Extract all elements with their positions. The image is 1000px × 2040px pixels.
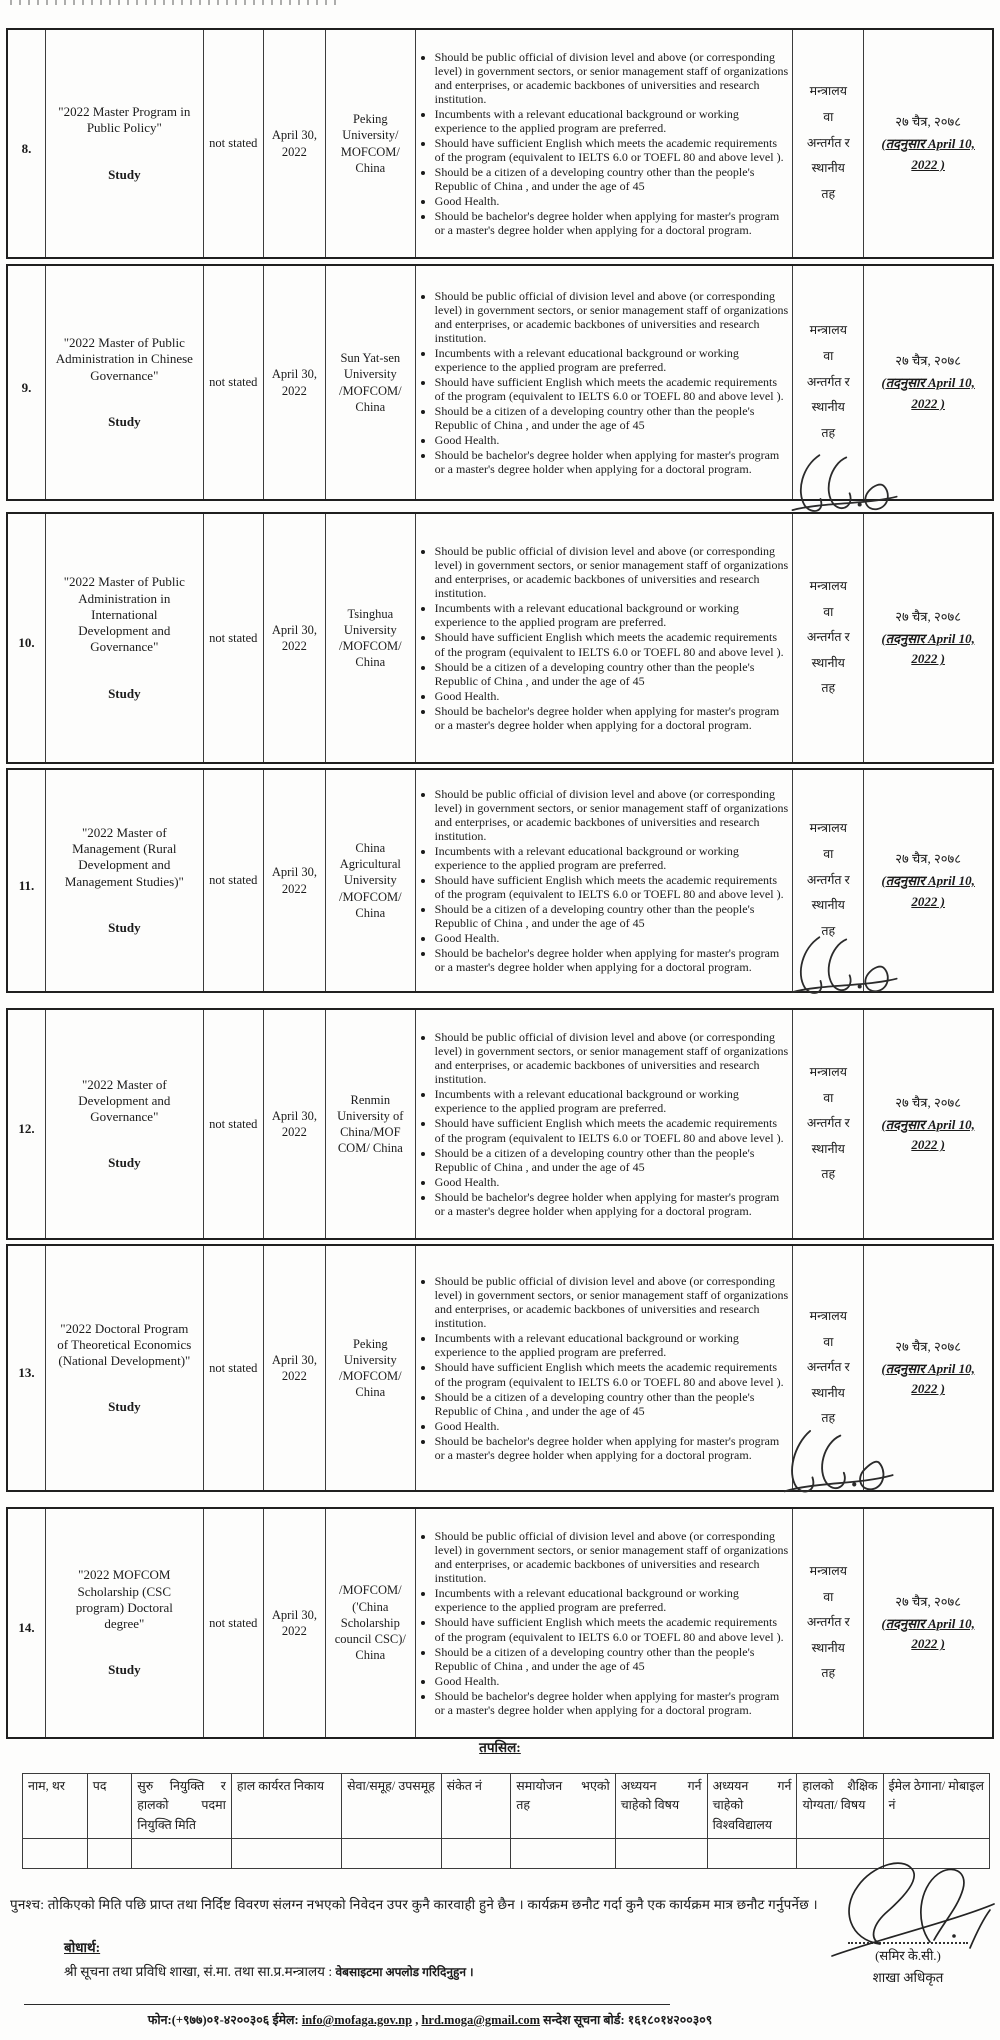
eligibility-item: • Should be public official of division level and above (or corresponding level) in government sectors, or senior management staff of organizations and enterprises, or academic backbones of universities and research institution.	[435, 544, 790, 600]
apply-date-ad: (तदनुसार April 10, 2022 )	[881, 1615, 975, 1652]
eligibility-item: • Good Health.	[435, 1419, 790, 1433]
nomination-line: मन्त्रालय	[809, 84, 847, 99]
cc-block	[64, 1938, 844, 1980]
nomination-cell	[793, 265, 864, 500]
eligibility-cell	[415, 265, 793, 500]
footer-email-link-2[interactable]: hrd.moga@gmail.com	[421, 2013, 541, 2027]
quota-cell: not stated	[203, 513, 263, 763]
eligibility-item: • Good Health.	[435, 194, 790, 208]
cc-line	[64, 1962, 844, 1980]
program-study-label: Study	[108, 685, 141, 701]
nomination-line: मन्त्रालय	[809, 1064, 847, 1079]
eligibility-list	[421, 1274, 790, 1461]
programs-table	[6, 8, 994, 1739]
signatory-title: शाखा अधिकृत	[872, 1970, 944, 1985]
eligibility-item: • Should be a citizen of a developing country other than the people's Republic of China , and under the age of 45	[435, 902, 790, 930]
details-empty-cell	[615, 1839, 707, 1869]
details-empty-cell	[883, 1839, 989, 1869]
eligibility-item: • Should be public official of division level and above (or corresponding level) in government sectors, or senior management staff of organizations and enterprises, or academic backbones of universities and research institution.	[435, 787, 790, 843]
serial-number: 14.	[18, 1620, 35, 1636]
program-title: "2022 Master of Development and Governance"	[78, 1076, 171, 1124]
footer-contact-line	[0, 2011, 860, 2028]
eligibility-item: • Should be public official of division level and above (or corresponding level) in government sectors, or senior management staff of organizations and enterprises, or academic backbones of universities and research institution.	[435, 50, 790, 106]
nomination-line: मन्त्रालय	[809, 1563, 847, 1578]
serial-number: 13.	[18, 1365, 35, 1381]
details-header-cell: अध्ययन गर्न चाहेको विषय	[615, 1774, 707, 1839]
deadline-cell: April 30, 2022	[263, 769, 325, 992]
eligibility-item: • Should have sufficient English which meets the academic requirements of the program (equivalent to IELTS 6.0 or TOEFL 80 and above level ).	[435, 1360, 790, 1388]
eligibility-item: • Should have sufficient English which meets the academic requirements of the program (equivalent to IELTS 6.0 or TOEFL 80 and above level ).	[435, 136, 790, 164]
apply-date-ad: (तदनुसार April 10, 2022 )	[881, 375, 975, 411]
nomination-line: तह	[821, 1411, 836, 1426]
eligibility-item: • Should be bachelor's degree holder when applying for master's program or a master's degree holder when applying for a doctoral program.	[435, 209, 790, 237]
nomination-cell	[793, 29, 864, 258]
eligibility-item: • Should be bachelor's degree holder when applying for master's program or a master's degree holder when applying for a doctoral program.	[435, 1689, 790, 1717]
footer-divider	[24, 2004, 670, 2005]
serial-number: 11.	[18, 877, 35, 893]
serial-number-cell	[7, 1508, 45, 1738]
nomination-line: स्थानीय	[811, 655, 845, 670]
deadline-cell: April 30, 2022	[263, 1508, 325, 1738]
serial-number-cell	[7, 1009, 45, 1239]
eligibility-item: • Should be a citizen of a developing country other than the people's Republic of China , and under the age of 45	[435, 404, 790, 432]
program-row	[6, 512, 994, 764]
nomination-line: वा	[823, 1589, 834, 1604]
nomination-cell	[793, 1009, 864, 1239]
eligibility-item: • Should be bachelor's degree holder when applying for master's program or a master's degree holder when applying for a doctoral program.	[435, 448, 790, 476]
eligibility-item: • Should be public official of division level and above (or corresponding level) in government sectors, or senior management staff of organizations and enterprises, or academic backbones of universities and research institution.	[435, 1529, 790, 1585]
nomination-line: अन्तर्गत र	[806, 872, 850, 887]
nomination-line: वा	[823, 1334, 834, 1349]
cc-line-main: श्री सूचना तथा प्रविधि शाखा, सं.मा. तथा सा.प्र.मन्त्रालय :	[64, 1964, 333, 1979]
program-study-label: Study	[108, 1662, 141, 1678]
details-header-cell: सुरु नियुक्ति र हालको पदमा नियुक्ति मिति	[132, 1774, 232, 1839]
program-row	[6, 768, 994, 993]
organizer-cell: /MOFCOM/ ('China Scholarship council CSC)/ China	[325, 1508, 415, 1738]
eligibility-cell	[415, 1245, 793, 1491]
organizer-cell: Sun Yat-sen University /MOFCOM/ China	[325, 265, 415, 500]
program-title: "2022 Master Program in Public Policy"	[58, 104, 191, 136]
program-cell	[45, 769, 203, 992]
details-empty-cell	[441, 1839, 511, 1869]
eligibility-item: • Should be a citizen of a developing country other than the people's Republic of China , and under the age of 45	[435, 1146, 790, 1174]
nomination-line: अन्तर्गत र	[806, 374, 850, 389]
nomination-line: मन्त्रालय	[809, 323, 847, 338]
eligibility-item: • Good Health.	[435, 1175, 790, 1189]
nomination-line: वा	[823, 847, 834, 862]
eligibility-item: • Should be public official of division level and above (or corresponding level) in government sectors, or senior management staff of organizations and enterprises, or academic backbones of universities and research institution.	[435, 1030, 790, 1086]
details-empty-cell	[23, 1839, 88, 1869]
program-study-label: Study	[108, 1399, 141, 1415]
apply-date-cell	[864, 769, 993, 992]
eligibility-item: • Should be a citizen of a developing country other than the people's Republic of China , and under the age of 45	[435, 1390, 790, 1418]
eligibility-cell	[415, 513, 793, 763]
nomination-line: मन्त्रालय	[809, 821, 847, 836]
apply-date-cell	[864, 1245, 993, 1491]
program-row	[6, 1244, 994, 1492]
eligibility-list	[421, 50, 790, 237]
eligibility-cell	[415, 769, 793, 992]
apply-date-ad: (तदनुसार April 10, 2022 )	[881, 136, 975, 172]
officer-signature-block	[818, 1852, 998, 1986]
clipped-text-remnant	[10, 0, 340, 5]
program-row	[6, 1507, 994, 1739]
eligibility-item: • Should have sufficient English which meets the academic requirements of the program (equivalent to IELTS 6.0 or TOEFL 80 and above level ).	[435, 1116, 790, 1144]
nomination-line: वा	[823, 604, 834, 619]
footer-email-separator: ,	[412, 2013, 422, 2027]
eligibility-cell	[415, 29, 793, 258]
program-cell	[45, 29, 203, 258]
eligibility-item: • Good Health.	[435, 1674, 790, 1688]
nomination-line: अन्तर्गत र	[806, 135, 850, 150]
nomination-line: वा	[823, 110, 834, 125]
details-header-cell: समायोजन भएको तह	[511, 1774, 615, 1839]
details-empty-cell	[231, 1839, 341, 1869]
eligibility-item: • Should be a citizen of a developing country other than the people's Republic of China , and under the age of 45	[435, 165, 790, 193]
eligibility-item: • Good Health.	[435, 433, 790, 447]
program-cell	[45, 1009, 203, 1239]
nomination-cell	[793, 769, 864, 992]
apply-date-ad: (तदनुसार April 10, 2022 )	[881, 1116, 975, 1153]
program-cell	[45, 513, 203, 763]
eligibility-item: • Incumbents with a relevant educational background or working experience to the applied program are preferred.	[435, 1087, 790, 1115]
program-cell	[45, 265, 203, 500]
details-header-cell: संकेत नं	[441, 1774, 511, 1839]
nomination-line: मन्त्रालय	[809, 578, 847, 593]
apply-date-ad: (तदनुसार April 10, 2022 )	[881, 1360, 975, 1397]
eligibility-list	[421, 787, 790, 974]
eligibility-list	[421, 1030, 790, 1217]
quota-cell: not stated	[203, 1245, 263, 1491]
eligibility-item: • Should have sufficient English which meets the academic requirements of the program (equivalent to IELTS 6.0 or TOEFL 80 and above level ).	[435, 1615, 790, 1643]
deadline-cell: April 30, 2022	[263, 1009, 325, 1239]
nomination-line: तह	[821, 681, 836, 696]
apply-date-cell	[864, 513, 993, 763]
nomination-line: तह	[821, 186, 836, 201]
deadline-cell: April 30, 2022	[263, 513, 325, 763]
program-study-label: Study	[108, 1155, 141, 1171]
quota-cell: not stated	[203, 29, 263, 258]
details-empty-cell	[511, 1839, 615, 1869]
serial-number-cell	[7, 769, 45, 992]
nomination-line: स्थानीय	[811, 1640, 845, 1655]
details-section-heading: तपसिल:	[479, 1740, 521, 1755]
eligibility-item: • Incumbents with a relevant educational background or working experience to the applied program are preferred.	[435, 844, 790, 872]
nomination-line: अन्तर्गत र	[806, 1615, 850, 1630]
eligibility-item: • Incumbents with a relevant educational background or working experience to the applied program are preferred.	[435, 1586, 790, 1614]
details-header-cell: अध्ययन गर्न चाहेको विश्वविद्यालय	[707, 1774, 797, 1839]
details-empty-cell	[707, 1839, 797, 1869]
nomination-cell	[793, 1508, 864, 1738]
eligibility-item: • Should have sufficient English which meets the academic requirements of the program (equivalent to IELTS 6.0 or TOEFL 80 and above level ).	[435, 375, 790, 403]
details-empty-cell	[87, 1839, 131, 1869]
eligibility-item: • Should have sufficient English which meets the academic requirements of the program (equivalent to IELTS 6.0 or TOEFL 80 and above level ).	[435, 873, 790, 901]
nomination-line: मन्त्रालय	[809, 1308, 847, 1323]
nomination-line: तह	[821, 425, 836, 440]
program-title: "2022 Master of Public Administration in International Development and Governance"	[63, 574, 185, 655]
eligibility-item: • Incumbents with a relevant educational background or working experience to the applied program are preferred.	[435, 601, 790, 629]
nomination-line: अन्तर्गत र	[806, 1116, 850, 1131]
details-header-cell: नाम, थर	[23, 1774, 88, 1839]
program-title: "2022 Doctoral Program of Theoretical Economics (National Development)"	[57, 1320, 192, 1368]
organizer-cell: China Agricultural University /MOFCOM/ China	[325, 769, 415, 992]
program-cell	[45, 1245, 203, 1491]
program-row	[6, 264, 994, 501]
program-title: "2022 Master of Public Administration in Chinese Governance"	[55, 335, 193, 383]
serial-number: 10.	[18, 635, 35, 651]
footer-email-link-1[interactable]: info@mofaga.gov.np	[301, 2013, 413, 2027]
apply-date-cell	[864, 1508, 993, 1738]
serial-number: 12.	[18, 1121, 35, 1137]
nomination-line: स्थानीय	[811, 898, 845, 913]
apply-date-ad: (तदनुसार April 10, 2022 )	[881, 630, 975, 667]
deadline-cell: April 30, 2022	[263, 29, 325, 258]
serial-number-cell	[7, 265, 45, 500]
nomination-line: वा	[823, 1090, 834, 1105]
nomination-line: तह	[821, 923, 836, 938]
footer-board-number: सन्देश सूचना बोर्ड: १६१८०१४२००३०९	[543, 2013, 713, 2027]
eligibility-cell	[415, 1009, 793, 1239]
eligibility-item: • Good Health.	[435, 689, 790, 703]
program-row	[6, 1008, 994, 1240]
eligibility-item: • Should have sufficient English which meets the academic requirements of the program (equivalent to IELTS 6.0 or TOEFL 80 and above level ).	[435, 630, 790, 658]
apply-date-bs: २७ चैत्र, २०७८	[895, 1593, 962, 1609]
eligibility-item: • Should be public official of division level and above (or corresponding level) in government sectors, or senior management staff of organizations and enterprises, or academic backbones of universities and research institution.	[435, 289, 790, 345]
details-empty-cell	[342, 1839, 442, 1869]
eligibility-item: • Should be bachelor's degree holder when applying for master's program or a master's degree holder when applying for a doctoral program.	[435, 1434, 790, 1462]
quota-cell: not stated	[203, 1508, 263, 1738]
details-empty-cell	[797, 1839, 883, 1869]
apply-date-bs: २७ चैत्र, २०७८	[895, 1338, 962, 1354]
footer-phone: फोन:(+९७७)०१-४२००३०६	[147, 2013, 270, 2027]
details-header-cell: हालको शैक्षिक योग्यता/ विषय	[797, 1774, 883, 1839]
nomination-line: तह	[821, 1167, 836, 1182]
nomination-line: स्थानीय	[811, 1141, 845, 1156]
nomination-cell	[793, 1245, 864, 1491]
organizer-cell: Peking University /MOFCOM/ China	[325, 1245, 415, 1491]
serial-number-cell	[7, 1245, 45, 1491]
eligibility-cell	[415, 1508, 793, 1738]
nomination-line: स्थानीय	[811, 400, 845, 415]
eligibility-item: • Good Health.	[435, 931, 790, 945]
nomination-line: अन्तर्गत र	[806, 1360, 850, 1375]
eligibility-list	[421, 289, 790, 476]
apply-date-cell	[864, 265, 993, 500]
apply-date-bs: २७ चैत्र, २०७८	[895, 353, 962, 369]
eligibility-item: • Should be a citizen of a developing country other than the people's Republic of China , and under the age of 45	[435, 1645, 790, 1673]
program-study-label: Study	[108, 413, 141, 429]
organizer-cell: Renmin University of China/MOF COM/ China	[325, 1009, 415, 1239]
nomination-line: स्थानीय	[811, 161, 845, 176]
eligibility-item: • Should be public official of division level and above (or corresponding level) in government sectors, or senior management staff of organizations and enterprises, or academic backbones of universities and research institution.	[435, 1274, 790, 1330]
serial-number-cell	[7, 513, 45, 763]
eligibility-item: • Should be bachelor's degree holder when applying for master's program or a master's degree holder when applying for a doctoral program.	[435, 704, 790, 732]
details-header-cell: ईमेल ठेगाना/ मोबाइल नं	[883, 1774, 989, 1839]
apply-date-cell	[864, 29, 993, 258]
deadline-cell: April 30, 2022	[263, 1245, 325, 1491]
signature-dotted-line	[848, 1942, 968, 1944]
apply-date-bs: २७ चैत्र, २०७८	[895, 851, 962, 867]
eligibility-item: • Incumbents with a relevant educational background or working experience to the applied program are preferred.	[435, 346, 790, 374]
apply-date-ad: (तदनुसार April 10, 2022 )	[881, 873, 975, 909]
quota-cell: not stated	[203, 769, 263, 992]
eligibility-list	[421, 1529, 790, 1716]
program-title: "2022 Master of Management (Rural Development and Management Studies)"	[64, 824, 184, 889]
serial-number: 9.	[21, 379, 32, 395]
organizer-cell: Peking University/ MOFCOM/ China	[325, 29, 415, 258]
eligibility-item: • Incumbents with a relevant educational background or working experience to the applied program are preferred.	[435, 1331, 790, 1359]
apply-date-cell	[864, 1009, 993, 1239]
applicant-details-table	[22, 1773, 990, 1869]
nomination-line: तह	[821, 1666, 836, 1681]
program-cell	[45, 1508, 203, 1738]
nomination-line: स्थानीय	[811, 1385, 845, 1400]
program-title: "2022 MOFCOM Scholarship (CSC program) Doctoral degree"	[75, 1567, 173, 1632]
signatory-name: (समिर के.सी.)	[875, 1948, 941, 1963]
quota-cell: not stated	[203, 265, 263, 500]
details-header-cell: पद	[87, 1774, 131, 1839]
footer-email-label: ईमेल:	[272, 2013, 299, 2027]
apply-date-bs: २७ चैत्र, २०७८	[895, 1094, 962, 1110]
postscript-note: पुनश्च: तोकिएको मिति पछि प्राप्त तथा निर्दिष्ट विवरण संलग्न नभएको निवेदन उपर कुनै कारवाही हुने छैन । कार्यक्रम छनौट गर्दा कुनै एक कार्यक्रम मात्र छनौट गर्नुपर्नेछ ।	[10, 1897, 818, 1912]
program-row	[6, 28, 994, 259]
cc-heading: बोधार्थ:	[64, 1940, 101, 1955]
nomination-line: अन्तर्गत र	[806, 630, 850, 645]
program-study-label: Study	[108, 919, 141, 935]
serial-number: 8.	[21, 140, 32, 156]
deadline-cell: April 30, 2022	[263, 265, 325, 500]
apply-date-bs: २७ चैत्र, २०७८	[895, 608, 962, 624]
organizer-cell: Tsinghua University /MOFCOM/ China	[325, 513, 415, 763]
details-header-cell: हाल कार्यरत निकाय	[231, 1774, 341, 1839]
quota-cell: not stated	[203, 1009, 263, 1239]
details-empty-cell	[132, 1839, 232, 1869]
apply-date-bs: २७ चैत्र, २०७८	[895, 114, 962, 130]
eligibility-item: • Incumbents with a relevant educational background or working experience to the applied program are preferred.	[435, 107, 790, 135]
program-study-label: Study	[108, 166, 141, 182]
nomination-cell	[793, 513, 864, 763]
details-header-cell: सेवा/समूह/ उपसमूह	[342, 1774, 442, 1839]
eligibility-item: • Should be bachelor's degree holder when applying for master's program or a master's degree holder when applying for a doctoral program.	[435, 946, 790, 974]
eligibility-list	[421, 544, 790, 731]
eligibility-item: • Should be bachelor's degree holder when applying for master's program or a master's degree holder when applying for a doctoral program.	[435, 1190, 790, 1218]
serial-number-cell	[7, 29, 45, 258]
cc-line-note: वेबसाइटमा अपलोड गरिदिनुहुन ।	[335, 1965, 474, 1979]
eligibility-item: • Should be a citizen of a developing country other than the people's Republic of China , and under the age of 45	[435, 660, 790, 688]
nomination-line: वा	[823, 349, 834, 364]
